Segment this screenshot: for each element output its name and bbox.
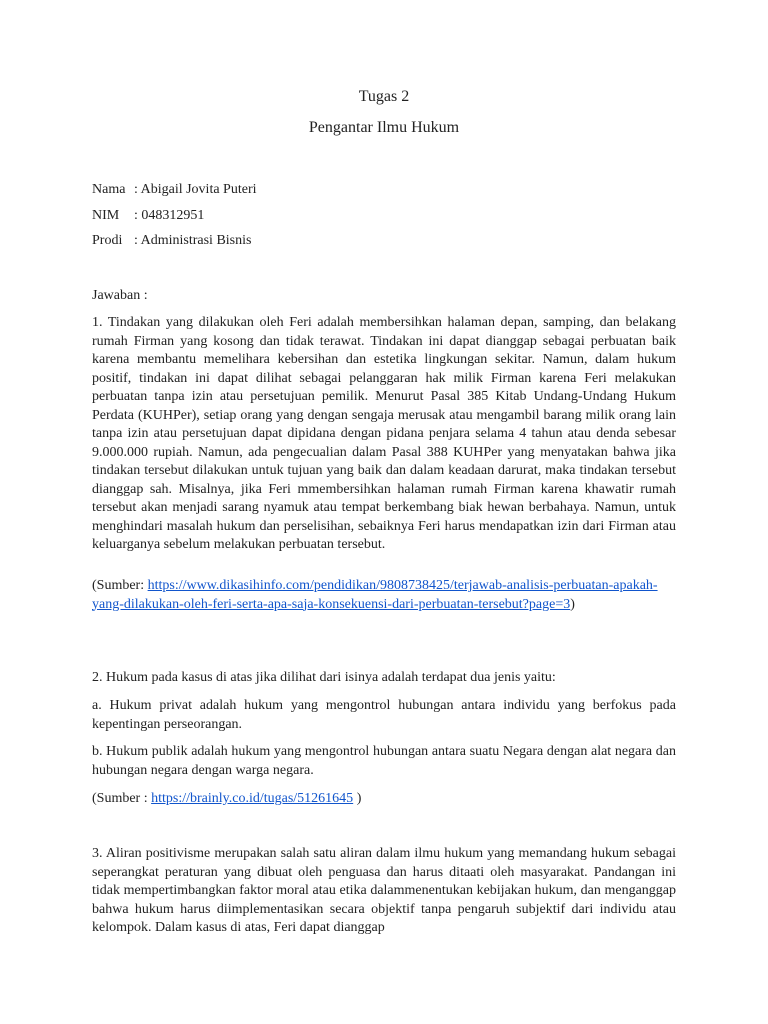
identity-nim-value: : 048312951 xyxy=(134,208,205,223)
answer-2-source-link[interactable]: https://brainly.co.id/tugas/51261645 xyxy=(151,791,354,806)
answer-3-text: 3. Aliran positivisme merupakan salah satu aliran dalam ilmu hukum yang memandang hukum sebagai seperangkat peraturan yang dibuat oleh penguasa dan harus ditaati oleh masyarakat. Pandangan ini tidak mempertimbangkan faktor moral atau etika dalammenentukan kebijakan hukum, dan menganggap bahwa hukum harus diimplementasikan secara objektif tanpa pengaruh subjektif dari individu atau kelompok. Dalam kasus di atas, Feri dapat dianggap xyxy=(92,846,676,935)
identity-prodi-label: Prodi xyxy=(92,233,123,248)
answer-2-intro: 2. Hukum pada kasus di atas jika dilihat dari isinya adalah terdapat dua jenis yaitu: xyxy=(92,670,556,685)
answer-1-source-link[interactable]: https://www.dikasihinfo.com/pendidikan/9808738425/terjawab-analisis-perbuatan-apakah-yang-dilakukan-oleh-feri-serta-apa-saja-konsekuensi-dari-perbuatan-tersebut?page=3 xyxy=(92,578,658,612)
answer-1-text: 1. Tindakan yang dilakukan oleh Feri adalah membersihkan halaman depan, samping, dan belakang rumah Firman yang kosong dan tidak terawat. Tindakan ini dapat dianggap sebagai perbuatan baik karena membantu memelihara kebersihan dan estetika lingkungan sekitar. Namun, dalam hukum positif, tindakan ini dapat dilihat sebagai pelanggaran hak milik Firman karena Feri melakukan perbuatan tanpa izin atau persetujuan pemilik. Menurut Pasal 385 Kitab Undang-Undang Hukum Perdata (KUHPer), setiap orang yang dengan sengaja merusak atau mengambil barang milik orang lain tanpa izin atau persetujuan dapat dipidana dengan pidana penjara selama 4 tahun atau denda sebesar 9.000.000 rupiah. Namun, ada pengecualian dalam Pasal 388 KUHPer yang menyatakan bahwa jika tindakan tersebut dilakukan untuk tujuan yang baik dan dalam keadaan darurat, maka tindakan tersebut dianggap sah. Misalnya, jika Feri mmembersihkan halaman rumah Firman karena khawatir rumah tersebut akan menjadi sarang nyamuk atau tempat berkembang biak hewan berbahaya. Namun, untuk menghindari masalah hukum dan perselisihan, sebaiknya Feri harus mendapatkan izin dari Firman atau keluarganya sebelum melakukan perbuatan tersebut. xyxy=(92,315,676,552)
identity-name-row xyxy=(92,181,257,198)
answer-2-source-prefix: (Sumber : xyxy=(92,791,152,806)
identity-nim-row xyxy=(92,207,204,224)
answer-1-source xyxy=(92,577,676,614)
answer-heading: Jawaban : xyxy=(92,288,148,303)
document-title: Tugas 2 xyxy=(358,88,410,105)
answer-1-source-prefix: (Sumber: xyxy=(92,578,148,593)
document-subtitle: Pengantar Ilmu Hukum xyxy=(308,119,460,136)
answer-2-point-b: b. Hukum publik adalah hukum yang mengontrol hubungan antara suatu Negara dengan alat negara dan hubungan negara dengan warga negara. xyxy=(92,744,676,778)
identity-prodi-value: : Administrasi Bisnis xyxy=(134,233,252,248)
identity-name-value: : Abigail Jovita Puteri xyxy=(134,182,257,197)
answer-2-source xyxy=(92,790,676,809)
identity-prodi-row xyxy=(92,232,251,249)
answer-2-source-suffix: ) xyxy=(353,791,362,806)
answer-2-point-a: a. Hukum privat adalah hukum yang mengontrol hubungan antara individu yang berfokus pada kepentingan perseorangan. xyxy=(92,698,676,732)
answer-1-source-suffix: ) xyxy=(570,596,575,612)
identity-nim-label: NIM xyxy=(92,208,120,223)
identity-name-label: Nama xyxy=(92,182,126,197)
